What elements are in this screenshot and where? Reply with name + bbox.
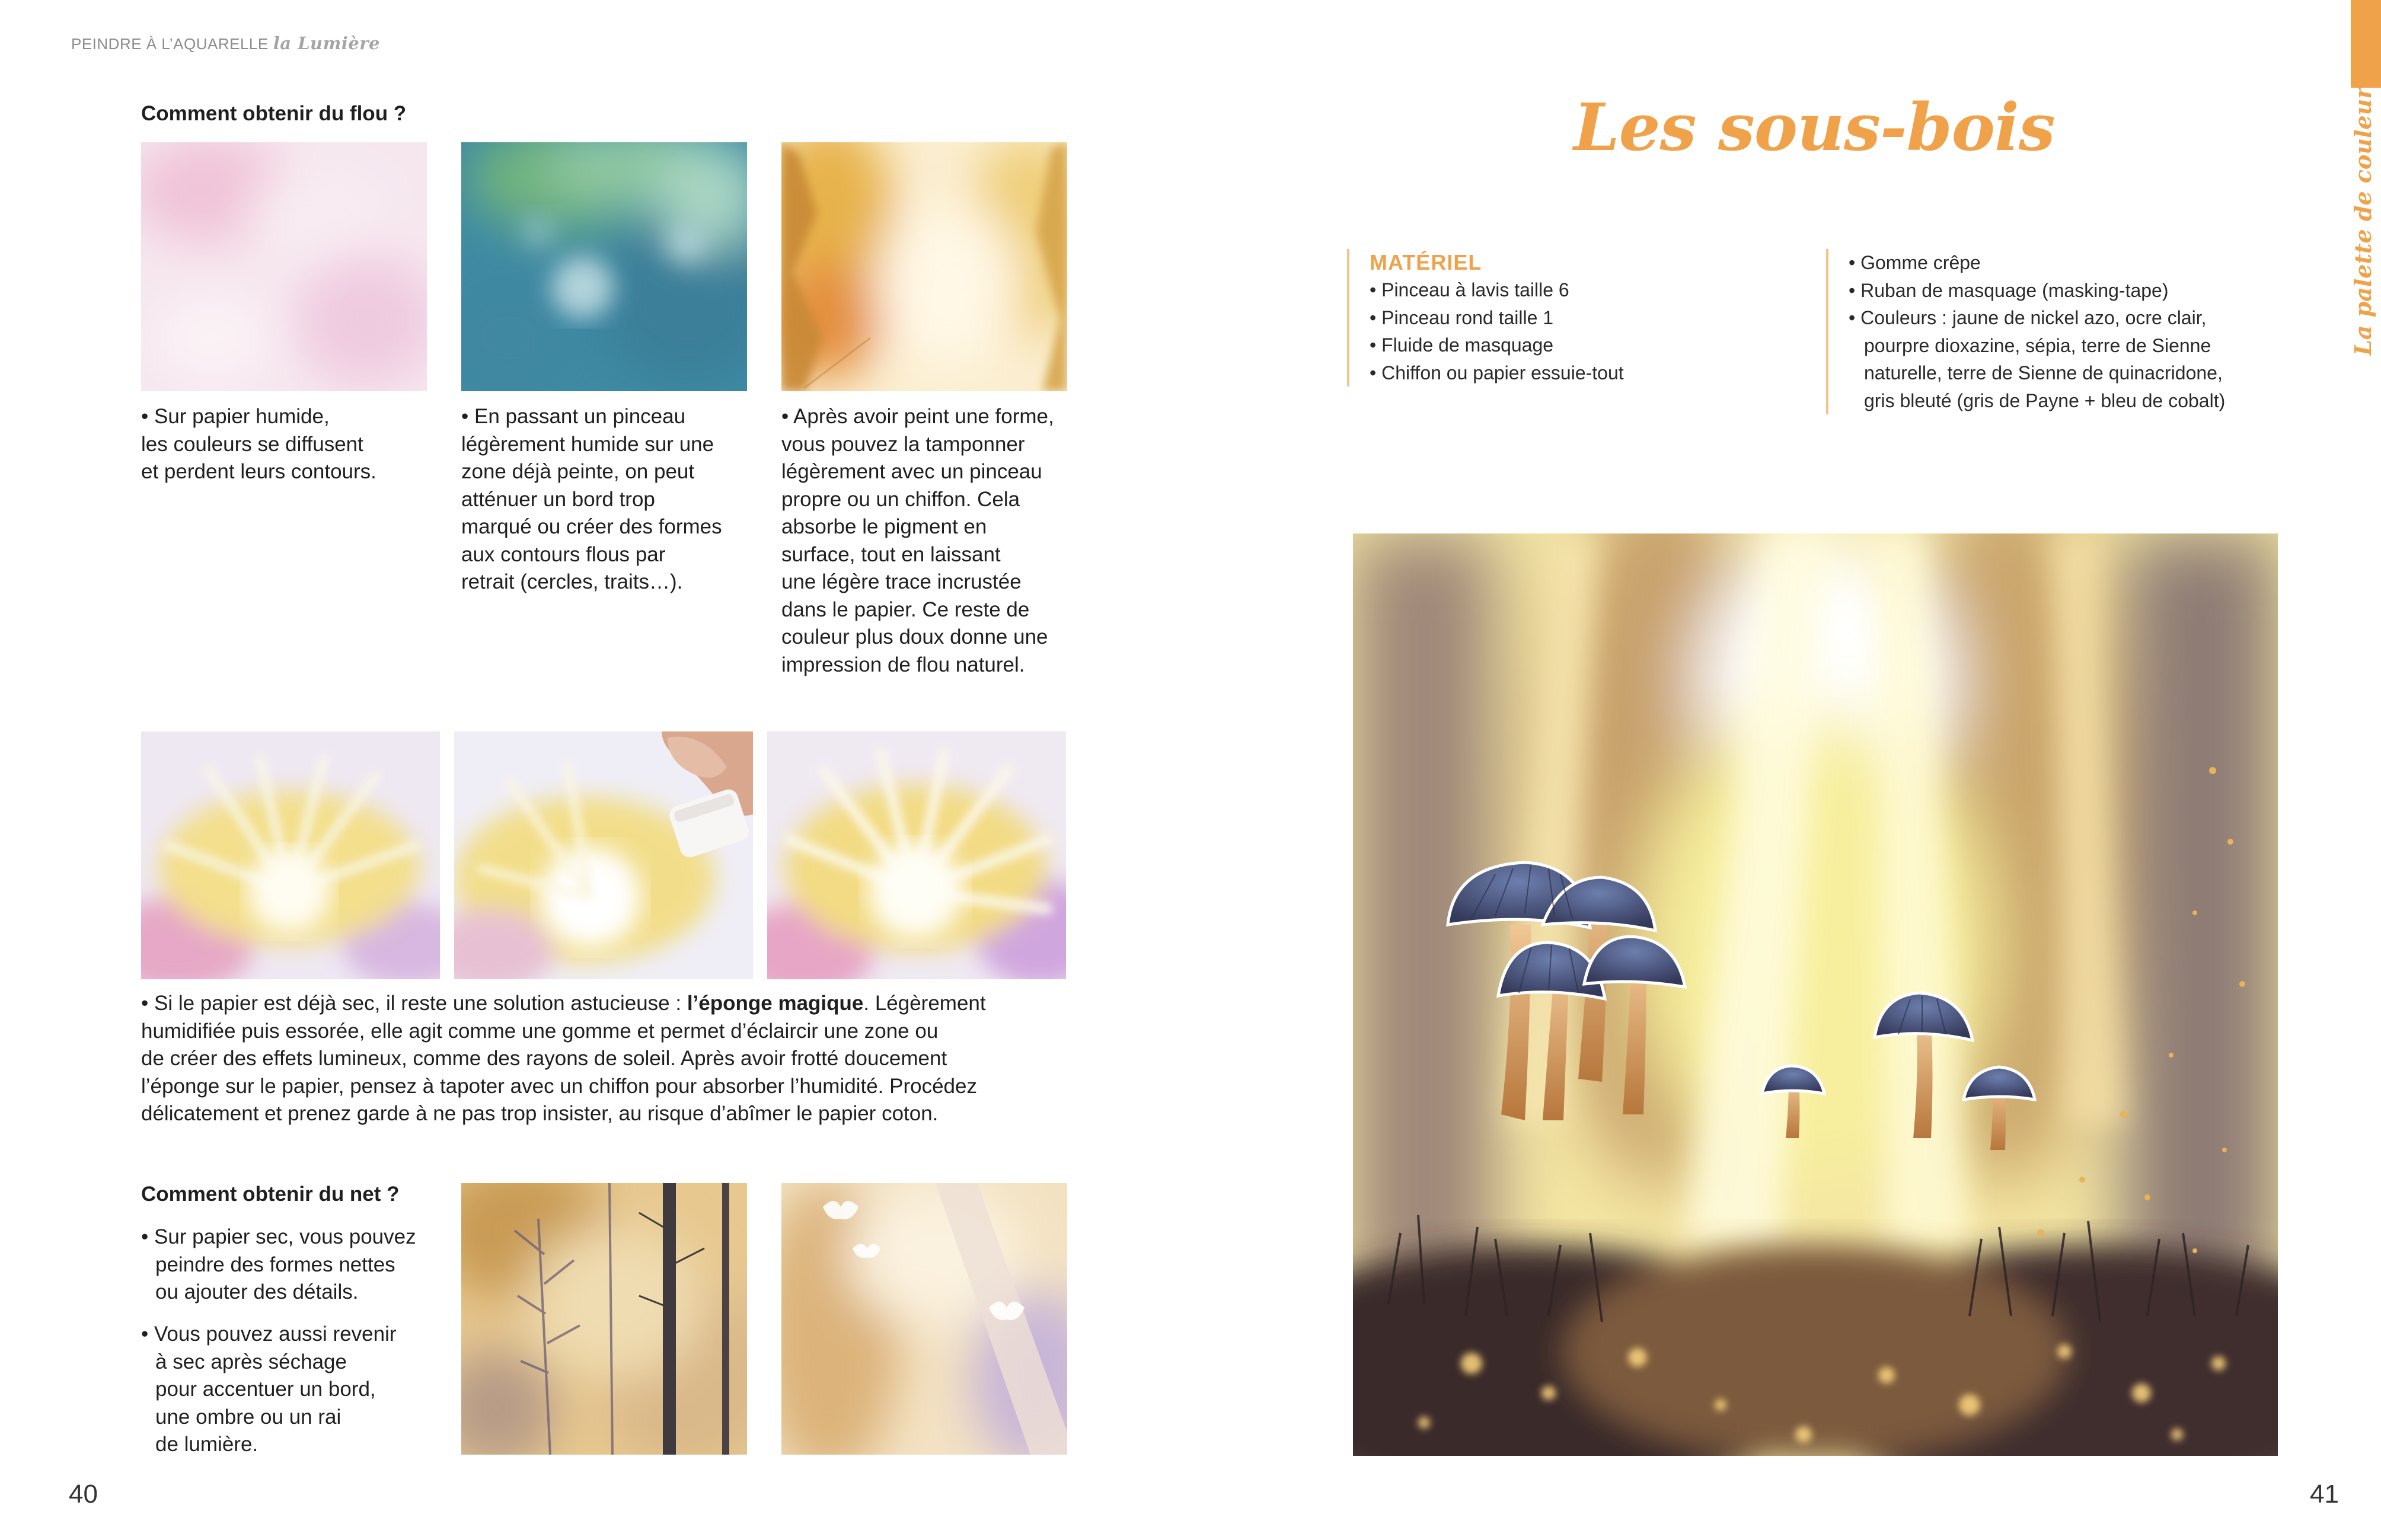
materiel-column-2 (1826, 249, 2335, 414)
sponge-demo-swatch (454, 731, 753, 979)
mushroom-painting (1353, 533, 2278, 1456)
flou-caption-3 (781, 403, 1090, 679)
net-line: ou ajouter des détails. (155, 1280, 359, 1303)
caption-line: • Après avoir peint une forme, (781, 405, 1054, 428)
caption-line: dans le papier. Ce reste de (781, 598, 1030, 621)
sponge-line: délicatement et prenez garde à ne pas trop insister, au risque d’abîmer le papier coton. (141, 1102, 939, 1125)
materiel-item: • Couleurs : jaune de nickel azo, ocre clair, (1849, 304, 2335, 332)
caption-line: retrait (cercles, traits…). (461, 570, 683, 593)
net-heading: Comment obtenir du net ? (141, 1183, 400, 1206)
sponge-line: humidifiée puis essorée, elle agit comme une gomme et permet d’éclaircir une zone ou (141, 1019, 939, 1043)
net-line: à sec après séchage (155, 1350, 347, 1373)
sponge-first-line (141, 990, 1078, 1018)
page-title: Les sous-bois (1573, 89, 2055, 165)
caption-line: légèrement avec un pinceau (781, 460, 1042, 483)
running-title: PEINDRE À L’AQUARELLE (71, 35, 269, 53)
sponge-paragraph (141, 990, 1078, 1128)
sponge-rest: . Légèrement (863, 992, 986, 1015)
caption-line: absorbe le pigment en (781, 515, 987, 538)
sponge-line: l’éponge sur le papier, pensez à tapoter avec un chiffon pour absorber l’humidité. Procédez (141, 1074, 977, 1098)
flou-heading: Comment obtenir du flou ? (141, 102, 407, 125)
net-line: une ombre ou un rai (155, 1405, 341, 1429)
caption-line: vous pouvez la tamponner (781, 432, 1025, 456)
caption-line: et perdent leurs contours. (141, 460, 376, 483)
dabbed-forest-swatch (781, 142, 1067, 391)
caption-line: marqué ou créer des formes (461, 515, 722, 538)
materiel-item-continued: gris bleuté (gris de Payne + bleu de cobalt) (1864, 389, 2226, 411)
sunburst-before-swatch (141, 731, 440, 979)
section-side-label: La palette de couleurs (2350, 74, 2376, 356)
sunburst-after-swatch (767, 731, 1066, 979)
caption-line: les couleurs se diffusent (141, 432, 363, 456)
light-ray-swatch (781, 1183, 1067, 1455)
running-head (71, 33, 380, 53)
materiel-column-1 (1347, 249, 1808, 386)
caption-line: • Sur papier humide, (141, 405, 330, 428)
flou-caption-1 (141, 403, 420, 486)
materiel-item: • Gomme crêpe (1849, 249, 2335, 277)
materiel-item: • Pinceau rond taille 1 (1370, 304, 1808, 332)
sharp-trees-swatch (461, 1183, 747, 1455)
caption-line: une légère trace incrustée (781, 570, 1022, 593)
caption-line: propre ou un chiffon. Cela (781, 487, 1020, 511)
caption-line: aux contours flous par (461, 542, 666, 566)
materiel-item-continued: naturelle, terre de Sienne de quinacridone, (1864, 362, 2223, 384)
sponge-lead: • Si le papier est déjà sec, il reste une solution astucieuse : (141, 992, 687, 1015)
sponge-bold-term: l’éponge magique (687, 992, 864, 1015)
net-item-1 (141, 1223, 449, 1306)
net-line: peindre des formes nettes (155, 1253, 395, 1276)
net-line: de lumière. (155, 1433, 258, 1456)
caption-line: couleur plus doux donne une (781, 625, 1048, 648)
materiel-item: • Fluide de masquage (1370, 331, 1808, 359)
sponge-line: de créer des effets lumineux, comme des rayons de soleil. Après avoir frotté doucement (141, 1047, 947, 1070)
flou-caption-2 (461, 403, 758, 596)
wet-paper-swatch (141, 142, 427, 391)
running-title-accent: la Lumière (273, 33, 380, 53)
materiel-item-continued: pourpre dioxazine, sépia, terre de Sienne (1864, 334, 2211, 356)
net-item-2 (141, 1321, 449, 1459)
materiel-item: • Pinceau à lavis taille 6 (1370, 276, 1808, 304)
caption-line: impression de flou naturel. (781, 653, 1025, 676)
net-line: pour accentuer un bord, (155, 1378, 376, 1401)
caption-line: • En passant un pinceau (461, 405, 686, 428)
materiel-title: MATÉRIEL (1370, 250, 1482, 274)
page-number-right: 41 (2310, 1480, 2339, 1509)
lifted-circles-swatch (461, 142, 747, 391)
caption-line: surface, tout en laissant (781, 542, 1001, 566)
page-number-left: 40 (69, 1480, 98, 1509)
caption-line: légèrement humide sur une (461, 432, 714, 456)
caption-line: zone déjà peinte, on peut (461, 460, 695, 483)
net-line: • Sur papier sec, vous pouvez (141, 1225, 416, 1248)
caption-line: atténuer un bord trop (461, 487, 655, 511)
materiel-item: • Ruban de masquage (masking-tape) (1849, 277, 2335, 305)
materiel-item: • Chiffon ou papier essuie-tout (1370, 359, 1808, 387)
net-line: • Vous pouvez aussi revenir (141, 1322, 397, 1346)
